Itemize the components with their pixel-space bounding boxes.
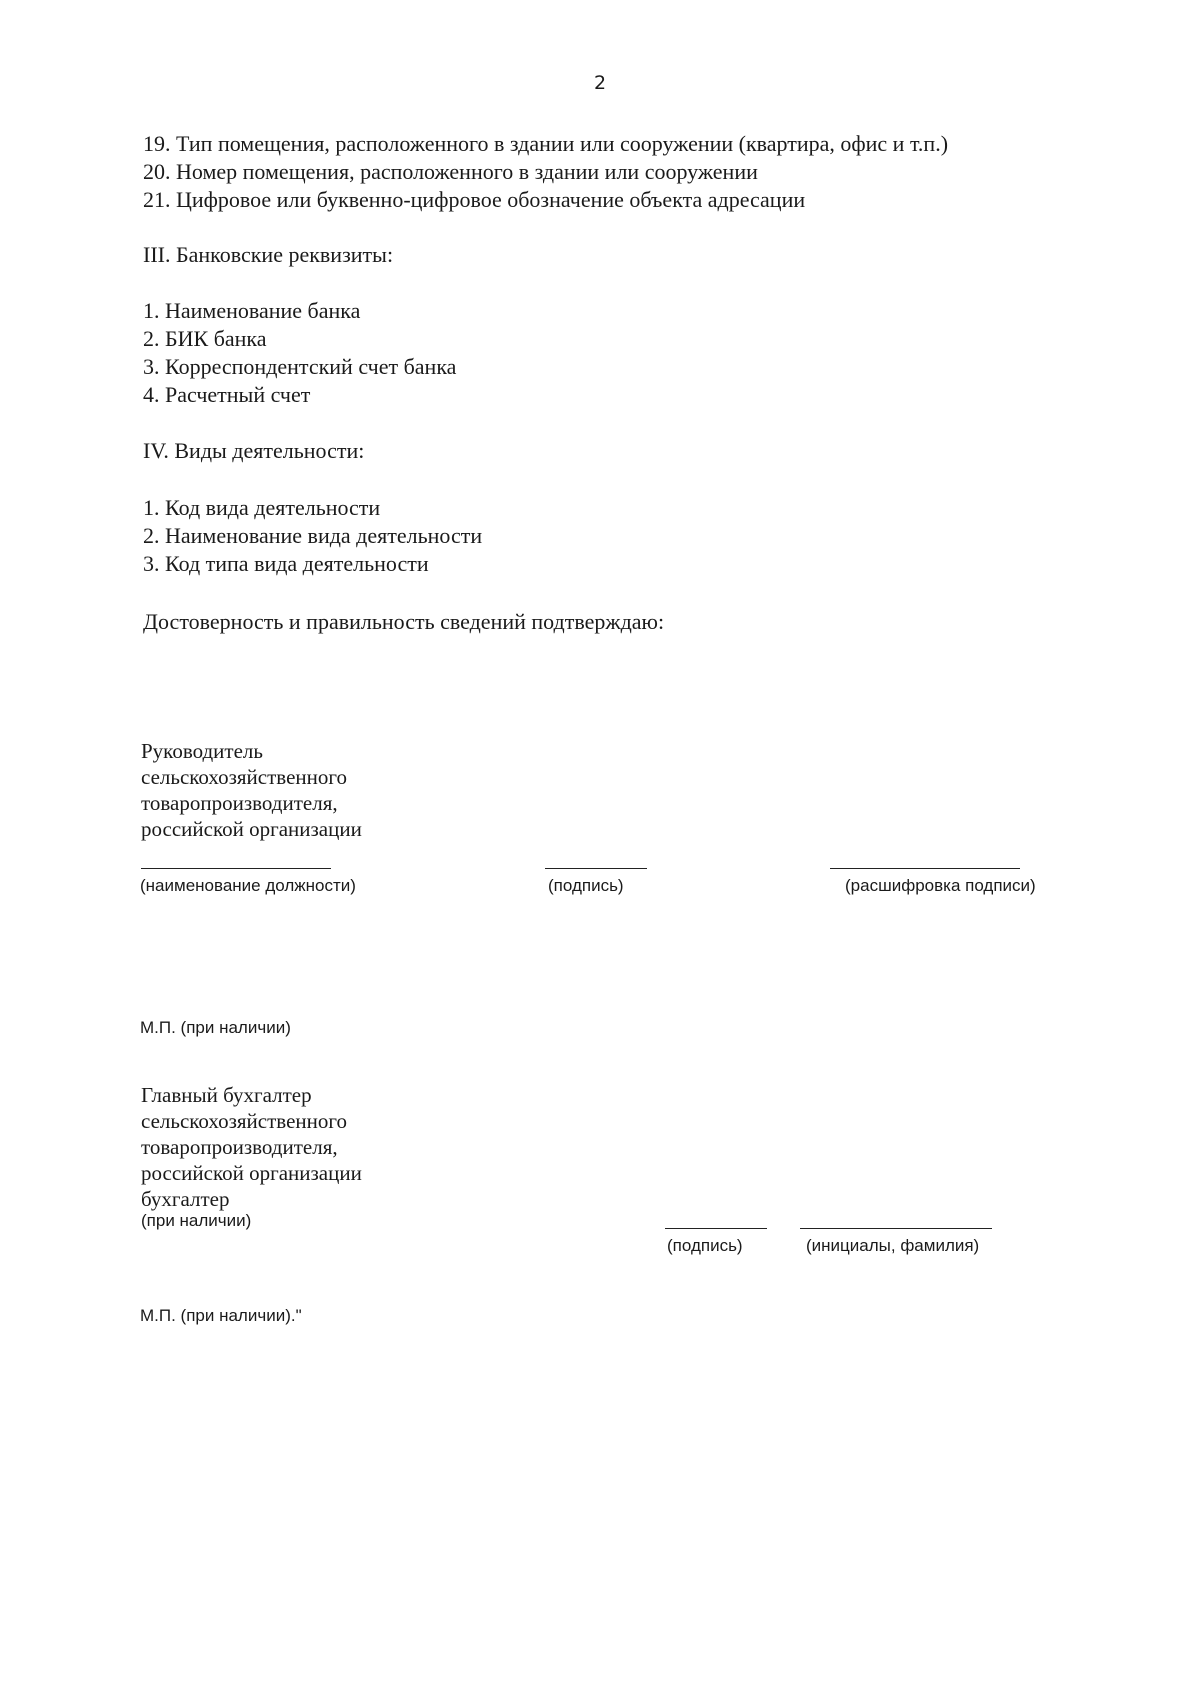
list-item: 1. Код вида деятельности <box>143 495 381 520</box>
list-item: 3. Корреспондентский счет банка <box>143 354 457 379</box>
list-item: 4. Расчетный счет <box>143 382 311 407</box>
activity-items-list <box>143 494 482 578</box>
position-signature-line <box>141 868 331 869</box>
accountant-note: (при наличии) <box>141 1211 252 1230</box>
signature-line <box>545 868 647 869</box>
list-item: 21. Цифровое или буквенно-цифровое обозначение объекта адресации <box>143 187 806 212</box>
stamp-label: М.П. (при наличии) <box>140 1018 291 1037</box>
caption-decoding: (расшифровка подписи) <box>845 876 1036 895</box>
caption-signature: (подпись) <box>667 1236 743 1255</box>
decoding-signature-line <box>830 868 1020 869</box>
page-number: 2 <box>593 72 607 94</box>
stamp-label: М.П. (при наличии)." <box>140 1306 302 1325</box>
list-item: 3. Код типа вида деятельности <box>143 551 429 576</box>
accountant-signature-line <box>665 1228 767 1229</box>
accountant-name-line <box>800 1228 992 1229</box>
caption-position: (наименование должности) <box>140 876 356 895</box>
head-signer-title: Руководитель сельскохозяйственного товаропроизводителя, российской организации <box>141 739 362 841</box>
accountant-signer-title: Главный бухгалтер сельскохозяйственного товаропроизводителя, российской организации бухгалтер <box>141 1083 362 1211</box>
list-item: 2. БИК банка <box>143 326 267 351</box>
address-items-list <box>143 130 948 214</box>
section-heading-activity: IV. Виды деятельности: <box>143 438 365 463</box>
list-item: 2. Наименование вида деятельности <box>143 523 483 548</box>
list-item: 1. Наименование банка <box>143 298 361 323</box>
list-item: 19. Тип помещения, расположенного в здании или сооружении (квартира, офис и т.п.) <box>143 131 949 156</box>
list-item: 20. Номер помещения, расположенного в здании или сооружении <box>143 159 758 184</box>
confirmation-text: Достоверность и правильность сведений подтверждаю: <box>143 609 665 634</box>
caption-name: (инициалы, фамилия) <box>806 1236 980 1255</box>
bank-items-list <box>143 297 456 409</box>
caption-signature: (подпись) <box>548 876 624 895</box>
section-heading-bank: III. Банковские реквизиты: <box>143 242 394 267</box>
